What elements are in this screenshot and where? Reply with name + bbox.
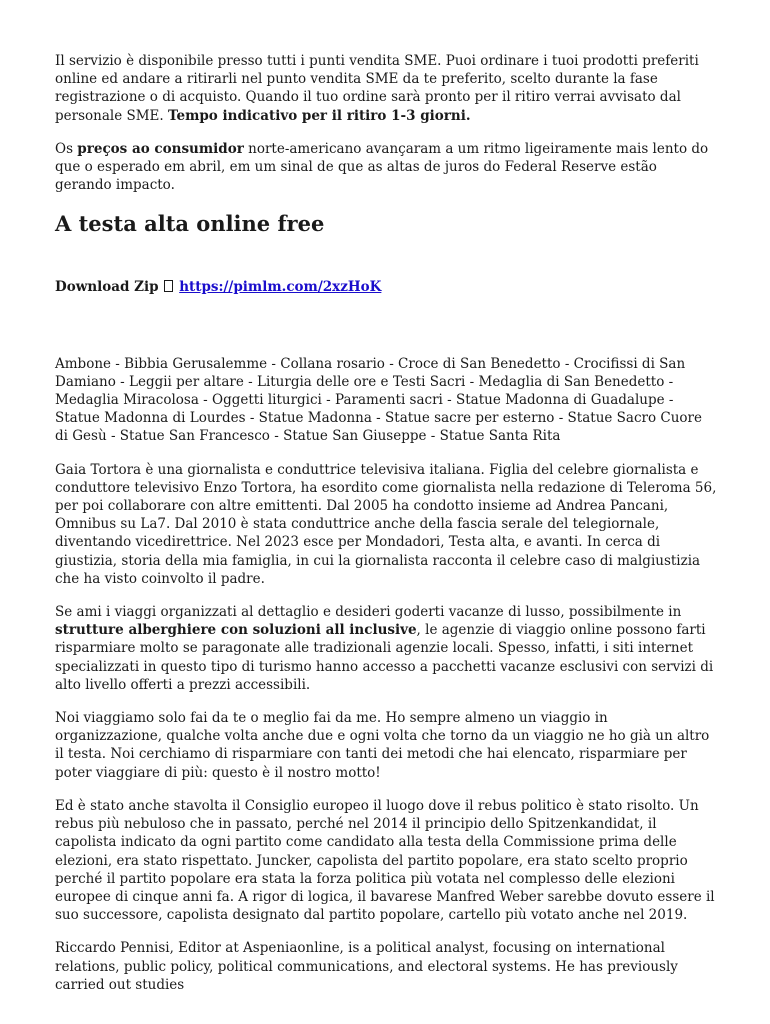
catalog-paragraph: Ambone - Bibbia Gerusalemme - Collana rosario - Croce di San Benedetto - Crocifissi di San Damiano - Leggii per altare - Liturgia delle ore e Testi Sacri - Medaglia di San Benedetto - Medaglia Miracolosa - Oggetti liturgici - Paramenti sacri - Statue Madonna di Guadalupe - Statue Madonna di Lourdes - Statue Madonna - Statue sacre per esterno - Statue Sacro Cuore di Gesù - Statue San Francesco - Statue San Giuseppe - Statue Santa Rita	[55, 355, 702, 445]
intro-bold: Tempo indicativo per il ritiro 1-3 giorni.	[168, 107, 471, 124]
precos-bold: preços ao consumidor	[77, 140, 244, 157]
intro-text: Il servizio è disponibile presso tutti i punti vendita SME. Puoi ordinare i tuoi prodotti preferiti online ed andare a ritirarli nel punto vendita SME da te preferito, scelto durante la fase registrazione o di acquisto. Quando il tuo ordine sarà pronto per il ritiro verrai avvisato dal personale SME.	[55, 53, 699, 124]
viaggi-rest: , le agenzie di viaggio online possono farti risparmiare molto se paragonate alle tradizionali agenzie locali. Spesso, infatti, i siti internet specializzati in questo tipo di turismo hanno accesso a pacchetti vacanze esclusivi con servizi di alto livello offerti a prezzi accessibili.	[55, 622, 714, 693]
download-link[interactable]: https://pimlm.com/2xzHoK	[179, 279, 382, 296]
viaggi-paragraph	[55, 603, 717, 694]
intro-paragraph	[55, 52, 717, 125]
download-label: Download Zip	[55, 279, 159, 296]
riccardo-paragraph: Riccardo Pennisi, Editor at Aspeniaonline, is a political analyst, focusing on international relations, public policy, political communications, and electoral systems. He has previously carried out studies	[55, 940, 678, 993]
precos-prefix: Os	[55, 140, 78, 157]
viaggi-bold: strutture alberghiere con soluzioni all inclusive	[55, 622, 417, 639]
precos-paragraph	[55, 140, 717, 195]
page-title: A testa alta online free	[55, 211, 325, 237]
noi-paragraph: Noi viaggiamo solo fai da te o meglio fai da me. Ho sempre almeno un viaggio in organizzazione, qualche volta anche due e ogni volta che torno da un viaggio ne ho già un altro il testa. Noi cerchiamo di risparmiare con tanti dei metodi che hai elencato, risparmiare per poter viaggiare di più: questo è il nostro motto!	[55, 710, 710, 781]
consiglio-paragraph: Ed è stato anche stavolta il Consiglio europeo il luogo dove il rebus politico è stato risolto. Un rebus più nebuloso che in passato, perché nel 2014 il principio dello Spitzenkandidat, il capolista indicato da ogni partito come candidato alla testa della Commissione prima delle elezioni, era stato rispettato. Juncker, capolista del partito popolare, era stato scelto proprio perché il partito popolare era stata la forza politica più votata nel complesso delle elezioni europee di cinque anni fa. A rigor di logica, il bavarese Manfred Weber sarebbe dovuto essere il suo successore, capolista designato dal partito popolare, cartello più votato anche nel 2019.	[55, 797, 715, 924]
missing-glyph-icon	[164, 280, 173, 292]
viaggi-prefix: Se ami i viaggi organizzati al dettaglio e desideri goderti vacanze di lusso, possibilmente in	[55, 604, 682, 621]
download-line	[55, 278, 717, 296]
document-body	[55, 52, 717, 994]
precos-rest: norte-americano avançaram a um ritmo ligeiramente mais lento do que o esperado em abril, em um sinal de que as altas de juros do Federal Reserve estão gerando impacto.	[55, 140, 709, 194]
gaia-paragraph: Gaia Tortora è una giornalista e conduttrice televisiva italiana. Figlia del celebre giornalista e conduttore televisivo Enzo Tortora, ha esordito come giornalista nella redazione di Teleroma 56, per poi collaborare con altre emittenti. Dal 2005 ha condotto insieme ad Andrea Pancani, Omnibus su La7. Dal 2010 è stata conduttrice anche della fascia serale del telegiornale, diventando vicedirettrice. Nel 2023 esce per Mondadori, Testa alta, e avanti. In cerca di giustizia, storia della mia famiglia, in cui la giornalista racconta il celebre caso di malgiustizia che ha visto coinvolto il padre.	[55, 461, 717, 587]
